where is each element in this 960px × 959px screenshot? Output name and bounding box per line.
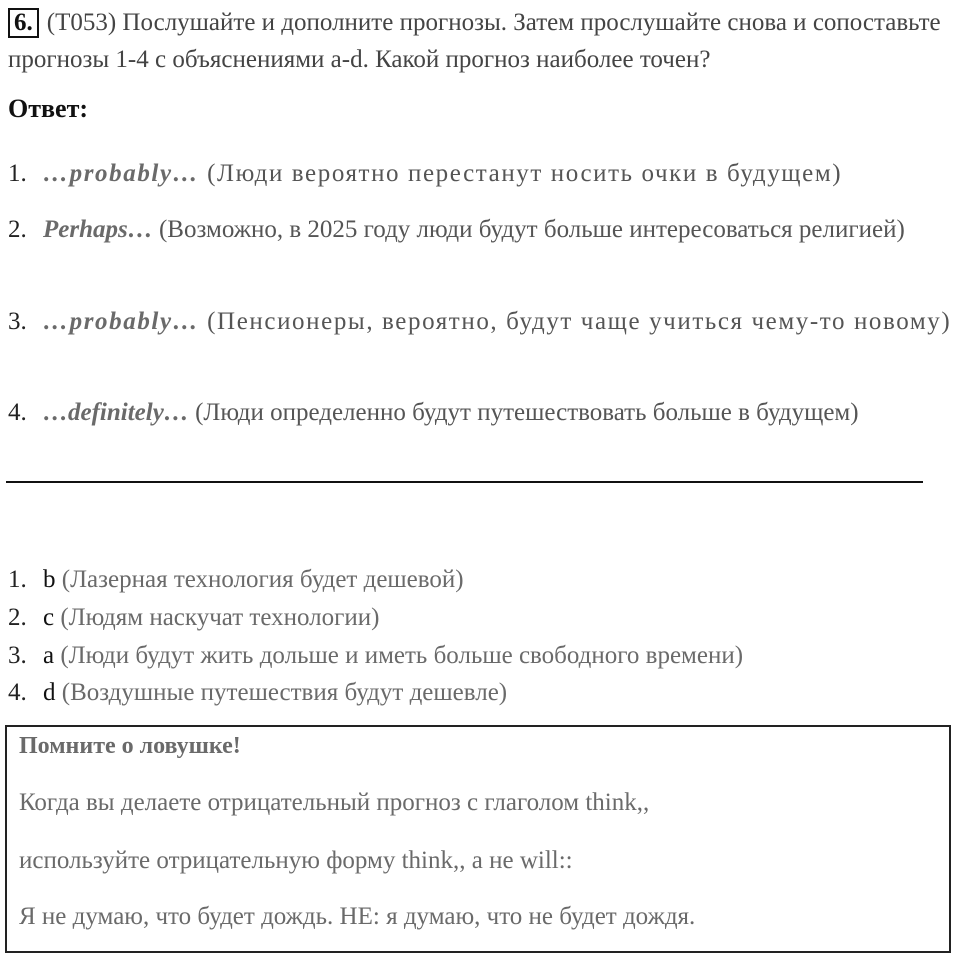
match-letter: d	[43, 679, 56, 706]
match-letter: a	[43, 642, 55, 669]
match-text: (Людям наскучат технологии)	[54, 604, 380, 631]
item-number: 2.	[8, 604, 27, 631]
item-number: 4.	[8, 679, 27, 706]
section-divider	[6, 481, 923, 483]
match-letter: c	[43, 604, 55, 631]
match-text: (Люди будут жить дольше и иметь больше свободного времени)	[54, 642, 744, 669]
item-number: 4.	[8, 399, 27, 426]
note-box	[5, 725, 951, 953]
prediction-text: (Пенсионеры, вероятно, будут чаще учиться чему-то новому)	[199, 308, 952, 335]
answer-label: Ответ:	[8, 94, 89, 123]
prediction-keyword: Perhaps…	[43, 216, 153, 243]
item-number: 3.	[8, 642, 27, 669]
task-number: 6.	[8, 8, 39, 38]
prediction-text: (Люди вероятно перестанут носить очки в будущем)	[199, 160, 843, 187]
item-number: 1.	[8, 566, 27, 593]
match-text: (Воздушные путешествия будут дешевле)	[55, 679, 508, 706]
item-number: 1.	[8, 160, 27, 187]
note-line: Я не думаю, что будет дождь. НЕ: я думаю, что не будет дождя.	[19, 903, 696, 930]
prediction-keyword: …probably…	[43, 160, 200, 187]
note-line: Когда вы делаете отрицательный прогноз с глаголом think,,	[19, 789, 650, 816]
prediction-keyword: …probably…	[43, 308, 200, 335]
prediction-text: (Люди определенно будут путешествовать больше в будущем)	[188, 399, 859, 426]
note-title: Помните о ловушке!	[19, 733, 241, 759]
match-text: (Лазерная технология будет дешевой)	[55, 566, 464, 593]
prediction-keyword: …definitely…	[43, 399, 189, 426]
note-line: используйте отрицательную форму think,, а не will::	[19, 847, 573, 874]
match-letter: b	[43, 566, 56, 593]
task-instruction	[8, 4, 953, 78]
item-number: 3.	[8, 308, 27, 335]
prediction-text: (Возможно, в 2025 году люди будут больше интересоваться религией)	[152, 216, 905, 243]
item-number: 2.	[8, 216, 27, 243]
task-text: (T053) Послушайте и дополните прогнозы. Затем прослушайте снова и сопоставьте прогнозы 1-4 с объяснениями a-d. Какой прогноз наиболее точен?	[8, 9, 941, 73]
